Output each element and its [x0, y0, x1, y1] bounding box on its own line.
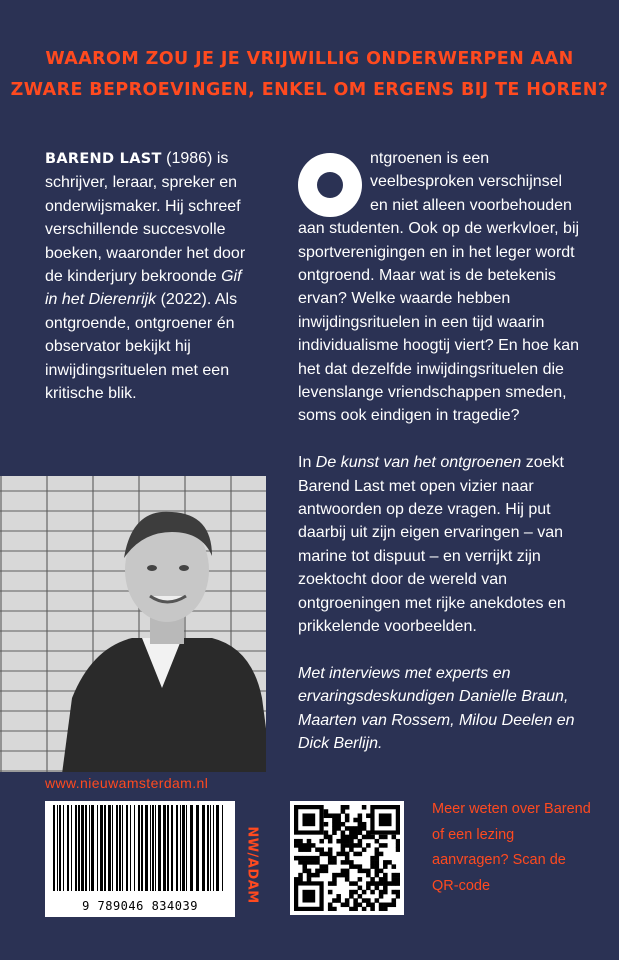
isbn-barcode	[45, 801, 235, 917]
publisher-logo: NW/ADAM	[244, 826, 260, 904]
description-paragraph-3: Met interviews met experts en ervaringsdeskundigen Danielle Braun, Maarten van Rossem, Milou Deelen en Dick Berlijn.	[298, 664, 575, 753]
author-name: BAREND LAST	[45, 151, 162, 167]
isbn-number: 9 789046 834039	[82, 899, 198, 913]
qr-code-pattern	[294, 805, 400, 911]
book-description	[298, 147, 580, 779]
qr-code[interactable]	[290, 801, 404, 915]
qr-caption: Meer weten over Barend of een lezing aanvragen? Scan de QR-code	[432, 801, 591, 894]
publisher-website[interactable]: www.nieuwamsterdam.nl	[45, 775, 209, 791]
bio-text-1: (1986) is schrijver, leraar, spreker en onderwijsmaker. Hij schreef verschillende succesvolle boeken, waaronder het door de kinderjury bekroonde	[45, 150, 246, 286]
description-paragraph-2: In De kunst van het ontgroenen zoekt Barend Last met open vizier naar antwoorden op deze vragen. Hij put daarbij uit zijn eigen ervaringen – van marine tot dispuut – en verrijkt zijn zoektocht door de wereld van ontgroeningen met rijke anekdotes en prikkelende voorbeelden.	[298, 454, 566, 636]
bio-text-2: (2022). Als ontgroende, ontgroener én observator bekijkt hij inwijdingsrituelen met een kritische blik.	[45, 291, 238, 403]
bio-book-title: Gif in het Dierenrijk	[45, 268, 242, 309]
author-portrait-silhouette	[62, 498, 266, 772]
author-bio	[45, 147, 251, 405]
barcode-bars	[51, 805, 229, 891]
headline-line-1: WAAROM ZOU JE JE VRIJWILLIG ONDERWERPEN AAN	[45, 49, 574, 69]
description-paragraph-1: ntgroenen is een veelbesproken verschijnsel en niet alleen voorbehouden aan studenten. Ook op de werkvloer, bij sportverenigingen en in het leger wordt ontgroend. Maar wat is de betekenis ervan? Welke waarde hebben inwijdingsrituelen in een tijd waarin individualisme hoogtij viert? En hoe kan het dat dezelfde inwijdingsrituelen die levenslange vriendschappen smeden, soms ook eindigen in tragedie?	[298, 150, 580, 425]
back-cover-headline	[0, 44, 619, 106]
author-photo	[0, 476, 266, 772]
book-title: De kunst van het ontgroenen	[315, 454, 522, 472]
headline-line-2: ZWARE BEPROEVINGEN, ENKEL OM ERGENS BIJ TE HOREN?	[10, 80, 609, 100]
dropcap-o	[298, 153, 362, 217]
